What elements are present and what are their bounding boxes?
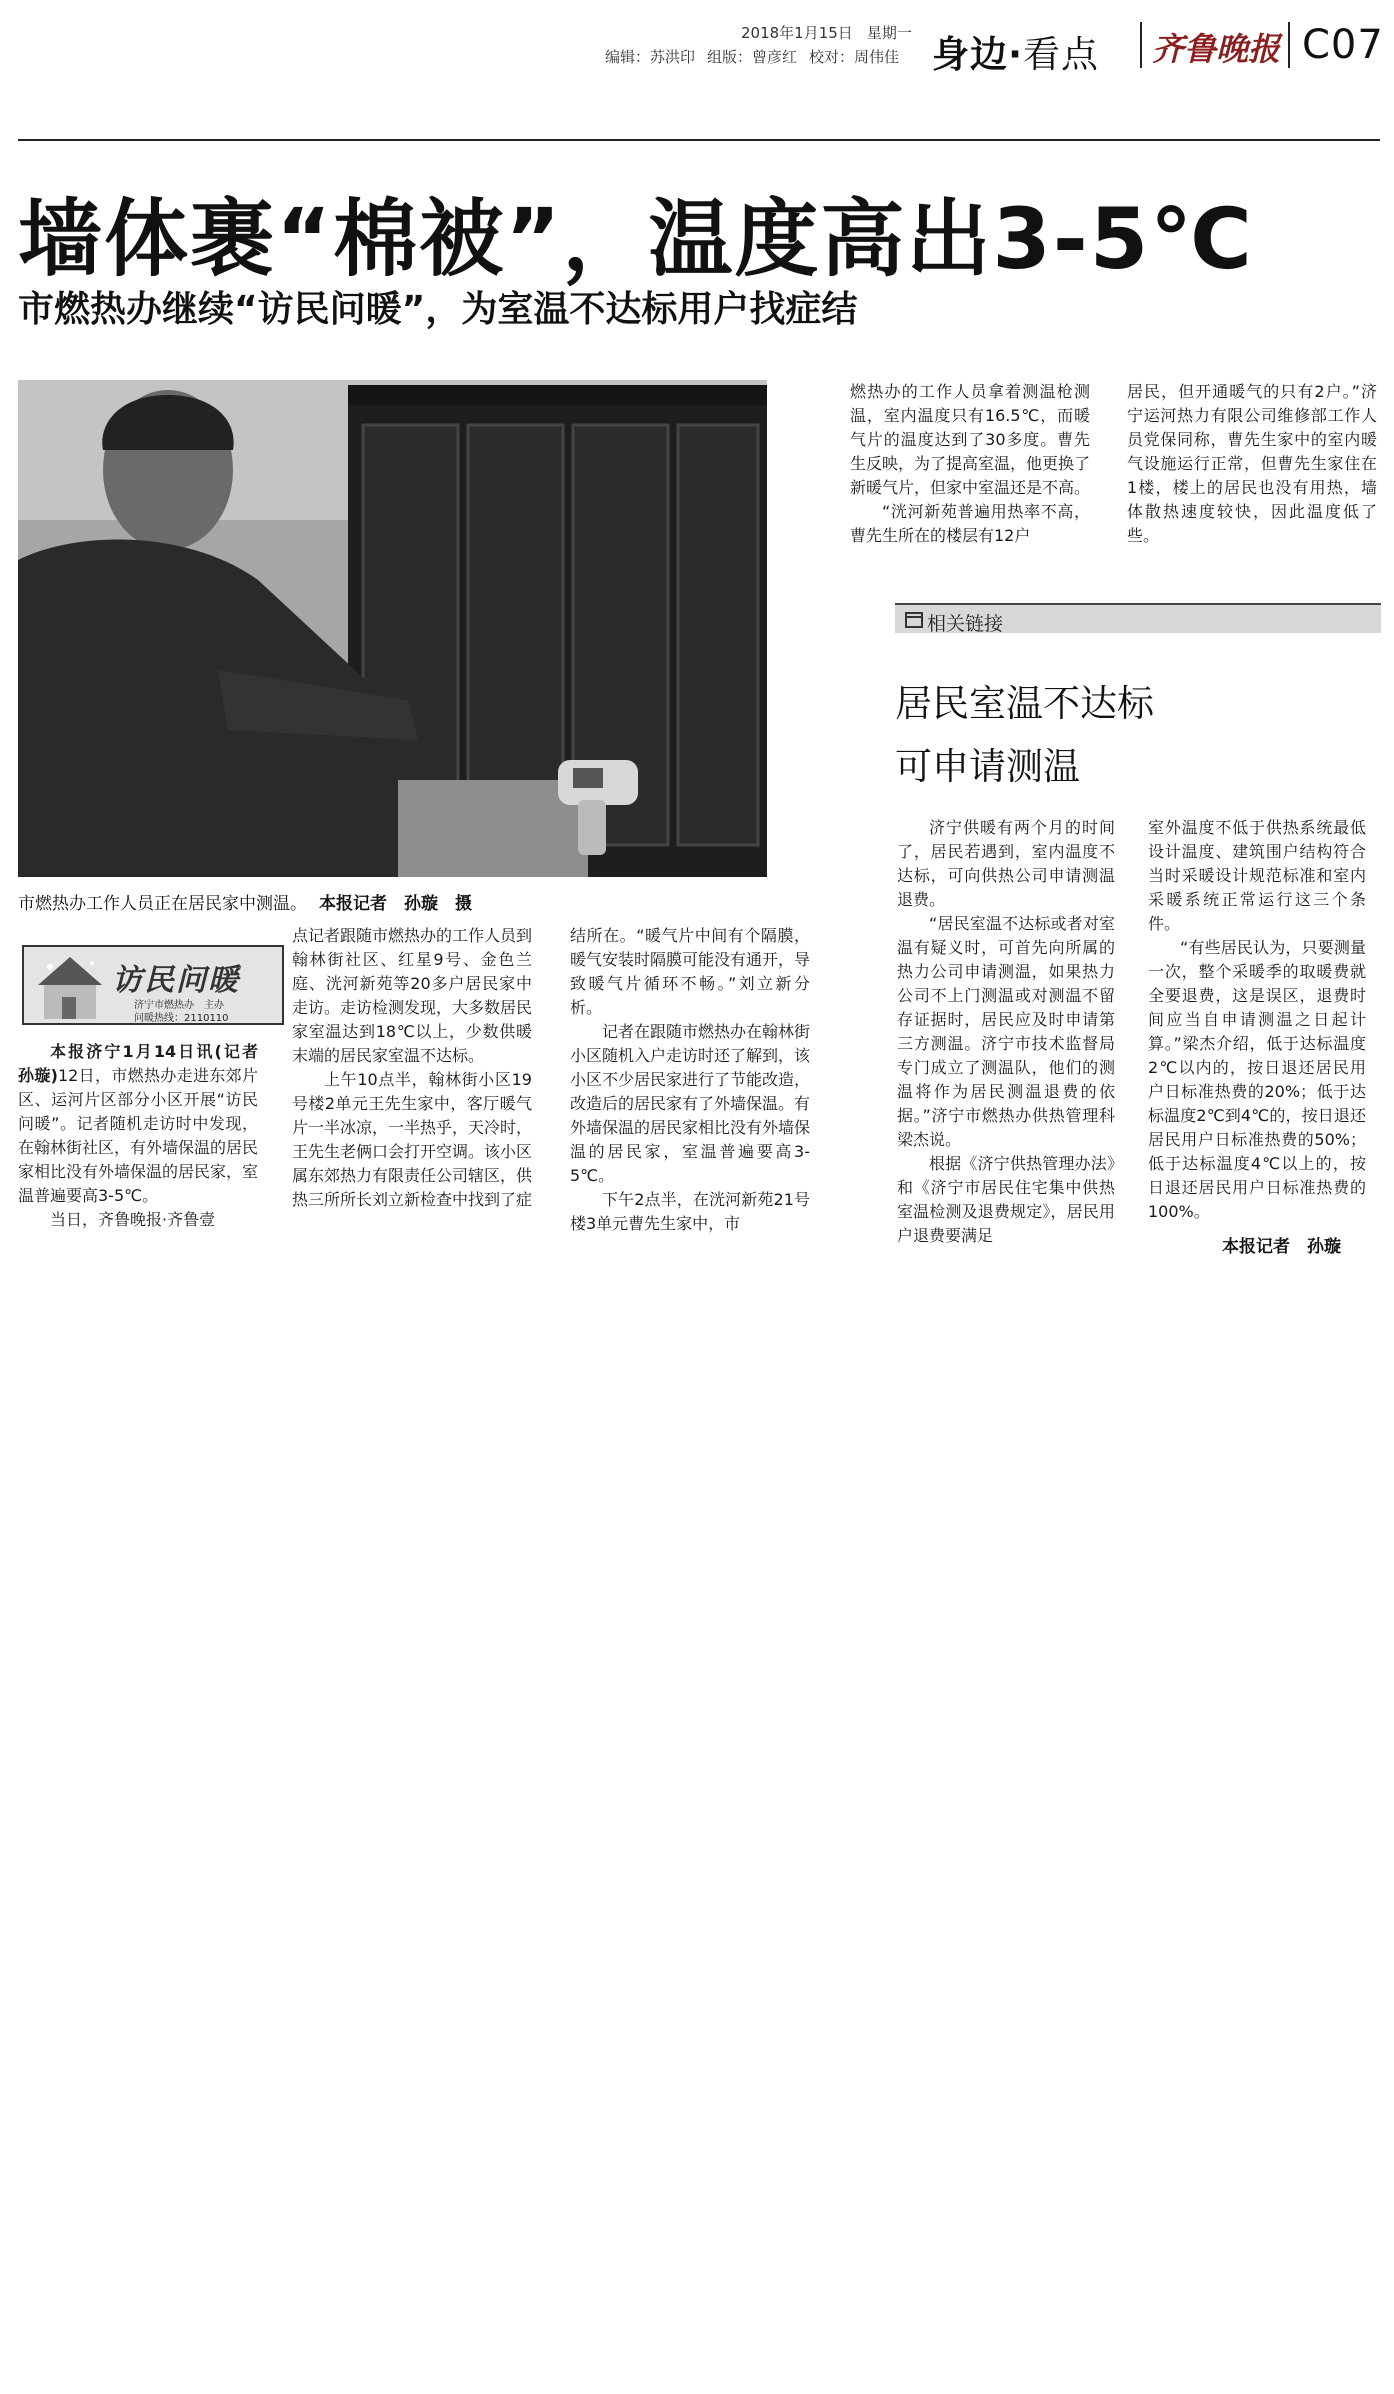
photo-illustration [18,380,767,877]
layout-credit: 组版：曾彦红 [707,48,798,66]
sidebar-title-line: 可申请测温 [895,745,1080,788]
issue-date-line [741,22,926,43]
related-links-label: 相关链接 [927,613,1004,635]
photo-credit: 本报记者 孙璇 摄 [319,894,472,914]
header-divider [1288,22,1290,68]
column-banner-hotline: 问暖热线：2110110 [134,1013,229,1024]
article-column-2 [292,924,532,1212]
link-box-icon [905,612,923,628]
photo-caption-text: 市燃热办工作人员正在居民家中测温。 [18,894,307,914]
headline: 墙体裹“棉被”，温度高出3-5℃ [18,190,1254,288]
page-number: C07 [1302,22,1384,68]
article-column-1 [18,1040,275,1232]
article-paragraph: 点记者跟随市燃热办的工作人员到翰林街社区、红星9号、金色兰庭、洸河新苑等20多户居民家中走访。走访检测发现，大多数居民家室温达到18℃以上，少数供暖末端的居民家室温不达标。 [292,926,533,1065]
issue-date: 2018年1月15日 [741,24,853,42]
sidebar-column-2 [1148,816,1366,1224]
article-paragraph: 记者在跟随市燃热办在翰林街小区随机入户走访时还了解到，该小区不少居民家进行了节能改造，改造后的居民家有了外墙保温。有外墙保温的居民家相比没有外墙保温的居民家，室温普遍要高3-5℃。 [570,1022,811,1185]
header-divider [1140,22,1142,68]
article-paragraph: 下午2点半，在洸河新苑21号楼3单元曹先生家中，市 [570,1190,810,1233]
article-paragraph: 当日，齐鲁晚报·齐鲁壹 [50,1210,216,1229]
sidebar-paragraph: 室外温度不低于供热系统最低设计温度、建筑围户结构符合当时采暖设计规范标准和室内采暖系统正常运行这三个条件。 [1148,818,1366,933]
article-column-3 [570,924,810,1236]
subheadline: 市燃热办继续“访民问暖”，为室温不达标用户找症结 [18,289,858,330]
sidebar-column-1 [897,816,1115,1248]
header-rule [18,139,1380,141]
sidebar-paragraph: “居民室温不达标或者对室温有疑义时，可首先向所属的热力公司申请测温，如果热力公司不上门测温或对测温不留存证据时，居民应及时申请第三方测温。济宁市技术监督局专门成立了测温队，他们的测温将作为居民测温退费的依据。”济宁市燃热办供热管理科梁杰说。 [897,914,1115,1149]
related-links-header [895,603,1381,633]
article-paragraph: 燃热办的工作人员拿着测温枪测温，室内温度只有16.5℃，而暖气片的温度达到了30多度。曹先生反映，为了提高室温，他更换了新暖气片，但家中室温还是不高。 [850,382,1091,497]
article-paragraph-text: 12日，市燃热办走进东郊片区、运河片区部分小区开展“访民问暖”。记者随机走访时中发现，在翰林街社区，有外墙保温的居民家相比没有外墙保温的居民家，室温普遍要高3-5℃。 [18,1066,259,1205]
news-photo [18,380,767,877]
column-banner [22,945,284,1025]
sidebar-paragraph: “有些居民认为，只要测量一次，整个采暖季的取暖费就全要退费，这是误区，退费时间应当自申请测温之日起计算。”梁杰介绍，低于达标温度2℃以内的，按日退还居民用户日标准热费的20%；低于达标温度2℃到4℃的，按日退还居民用户日标准热费的50%；低于达标温度4℃以上的，按日退还居民用户日标准热费的100%。 [1148,938,1366,1221]
article-paragraph: “洸河新苑普遍用热率不高，曹先生所在的楼层有12户 [850,502,1090,545]
newspaper-logo: 齐鲁晚报 [1152,30,1281,68]
proof-credit: 校对：周伟佳 [809,48,900,66]
dateline: 本报济宁1月14日讯(记者 孙璇) [18,1042,275,1085]
article-column-5 [1127,380,1377,548]
section-name-light: 看点 [1023,33,1100,76]
sidebar-title [895,672,1195,798]
article-paragraph: 结所在。“暖气片中间有个隔膜，暖气安装时隔膜可能没有通开，导致暖气片循环不畅。”刘立新分析。 [570,926,811,1017]
photo-caption [18,889,472,914]
section-name-separator: · [1008,33,1024,76]
sidebar-paragraph: 济宁供暖有两个月的时间了，居民若遇到，室内温度不达标，可向供热公司申请测温退费。 [897,818,1115,909]
editor-credit: 编辑：苏洪印 [605,48,696,66]
column-banner-org: 济宁市燃热办 主办 [134,1000,224,1011]
sidebar-title-line: 居民室温不达标 [895,682,1154,725]
snow-house-icon [30,949,110,1025]
column-banner-title: 访民问暖 [112,963,240,998]
staff-line [605,46,911,67]
article-paragraph [18,1040,275,1208]
article-column-4 [850,380,1090,548]
sidebar-byline: 本报记者 孙璇 [1222,1237,1341,1257]
article-paragraph: 居民，但开通暖气的只有2户。”济宁运河热力有限公司维修部工作人员党保同称，曹先生家中的室内暖气设施运行正常，但曹先生家住在1楼，楼上的居民也没有用热，墙体散热速度较快，因此温度低了些。 [1127,382,1377,545]
article-paragraph: 上午10点半，翰林街小区19号楼2单元王先生家中，客厅暖气片一半冰凉，一半热乎，天冷时，王先生老俩口会打开空调。该小区属东郊热力有限责任公司辖区，供热三所所长刘立新检查中找到了症 [292,1070,533,1209]
section-name [932,24,1099,78]
section-name-bold: 身边 [932,33,1008,76]
sidebar-paragraph: 根据《济宁供热管理办法》和《济宁市居民住宅集中供热室温检测及退费规定》，居民用户退费要满足 [897,1154,1115,1245]
issue-weekday: 星期一 [866,24,912,42]
